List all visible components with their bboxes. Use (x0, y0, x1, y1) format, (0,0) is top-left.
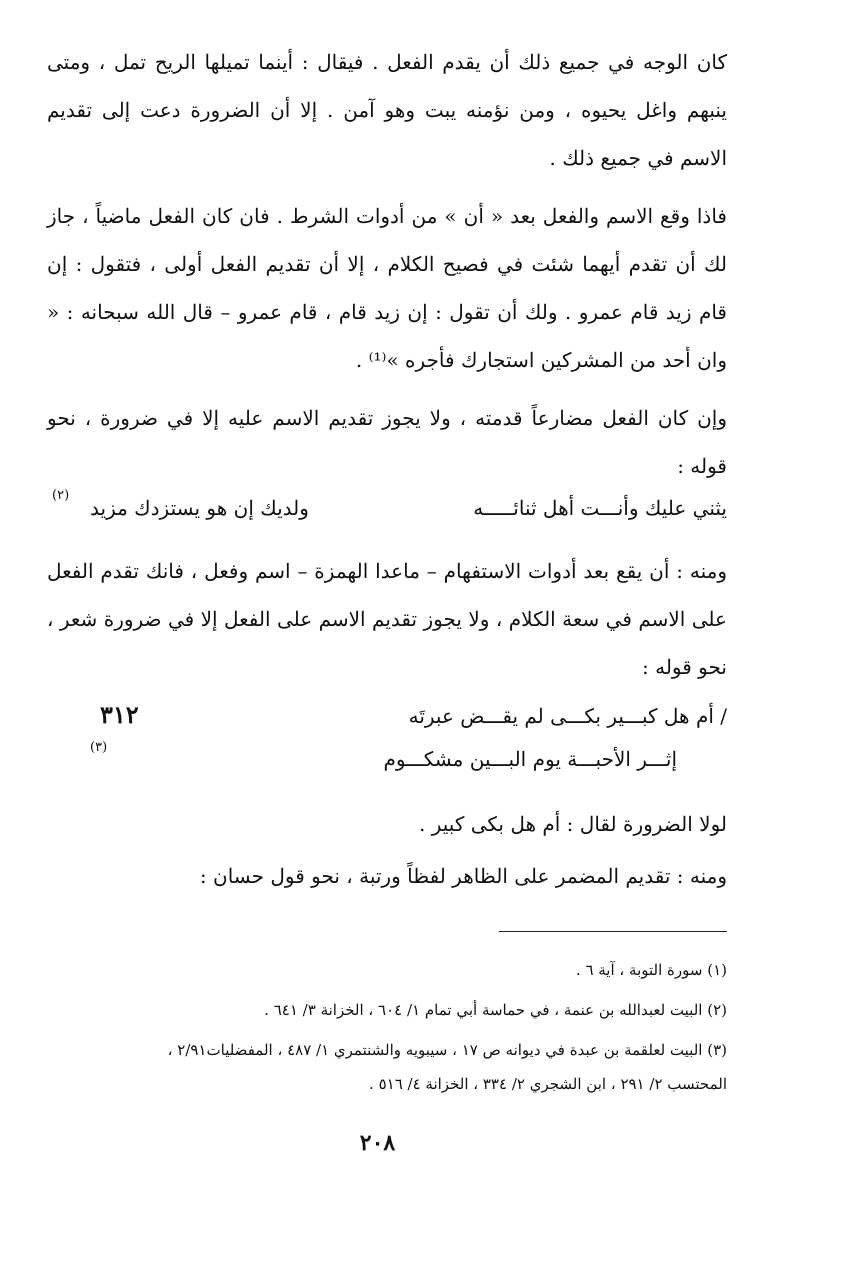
footnote-3-line-2: المحتسب ٢/ ٢٩١ ، ابن الشجري ٢/ ٣٣٤ ، الخزانة ٤/ ٥١٦ . (369, 1075, 727, 1093)
verse-2-line-2: إثـــر الأحبـــة يوم البـــين مشكـــوم (383, 747, 677, 771)
main-text-bottom (47, 800, 727, 900)
page-number: ٢٠٨ (359, 1130, 396, 1156)
verse-1-hemistich-left: ولديك إن هو يستزدك مزيد (90, 496, 309, 520)
footnote-1: (١) سورة التوبة ، آية ٦ . (575, 961, 727, 979)
footnote-ref-3: (٣) (90, 740, 108, 755)
paragraph-2: فاذا وقع الاسم والفعل بعد « أن » من أدوات الشرط . فان كان الفعل ماضياً ، جاز لك أن تقدم أيهما شئت في فصيح الكلام ، إلا أن تقديم الفعل أولى ، فتقول : إن قام زيد قام عمرو . ولك أن تقول : إن زيد قام ، قام عمرو – قال الله سبحانه : « وان أحد من المشركين استجارك فأجره »⁽¹⁾ . (47, 204, 727, 372)
verse-2-line-1: / أم هل كبـــير بكـــى لم يقـــض عبرتَه (408, 704, 727, 728)
paragraph-1: كان الوجه في جميع ذلك أن يقدم الفعل . فيقال : أينما تميلها الريح تمل ، ومتى ينبهم واغل يحيوه ، ومن نؤمنه يبت وهو آمن . إلا أن الضرورة دعت إلى تقديم الاسم في جميع ذلك . (47, 50, 727, 170)
footnote-ref-2: (٢) (52, 488, 70, 503)
footnote-divider (499, 931, 727, 932)
footnote-3-line-1: (٣) البيت لعلقمة بن عبدة في ديوانه ص ١٧ ، سيبويه والشنتمري ١/ ٤٨٧ ، المفضليات٢/٩١ ، (167, 1041, 727, 1059)
main-text-top (47, 38, 727, 490)
main-text-middle (47, 547, 727, 691)
paragraph-4: ومنه : أن يقع بعد أدوات الاستفهام – ماعدا الهمزة – اسم وفعل ، فانك تقدم الفعل على الاسم في سعة الكلام ، ولا يجوز تقديم الاسم على الفعل إلا في ضرورة شعر ، نحو قوله : (47, 559, 727, 679)
margin-page-marker: ٣١٢ (100, 700, 139, 729)
footnote-2: (٢) البيت لعبدالله بن عنمة ، في حماسة أبي تمام ١/ ٦٠٤ ، الخزانة ٣/ ٦٤١ . (264, 1001, 727, 1019)
paragraph-3: وإن كان الفعل مضارعاً قدمته ، ولا يجوز تقديم الاسم عليه إلا في ضرورة ، نحو قوله : (47, 406, 727, 478)
paragraph-5: لولا الضرورة لقال : أم هل بكى كبير . (419, 812, 727, 836)
verse-1-hemistich-right: يثني عليك وأنـــت أهل ثنائـــــه (473, 496, 727, 520)
paragraph-6: ومنه : تقديم المضمر على الظاهر لفظاً ورتبة ، نحو قول حسان : (199, 864, 727, 888)
